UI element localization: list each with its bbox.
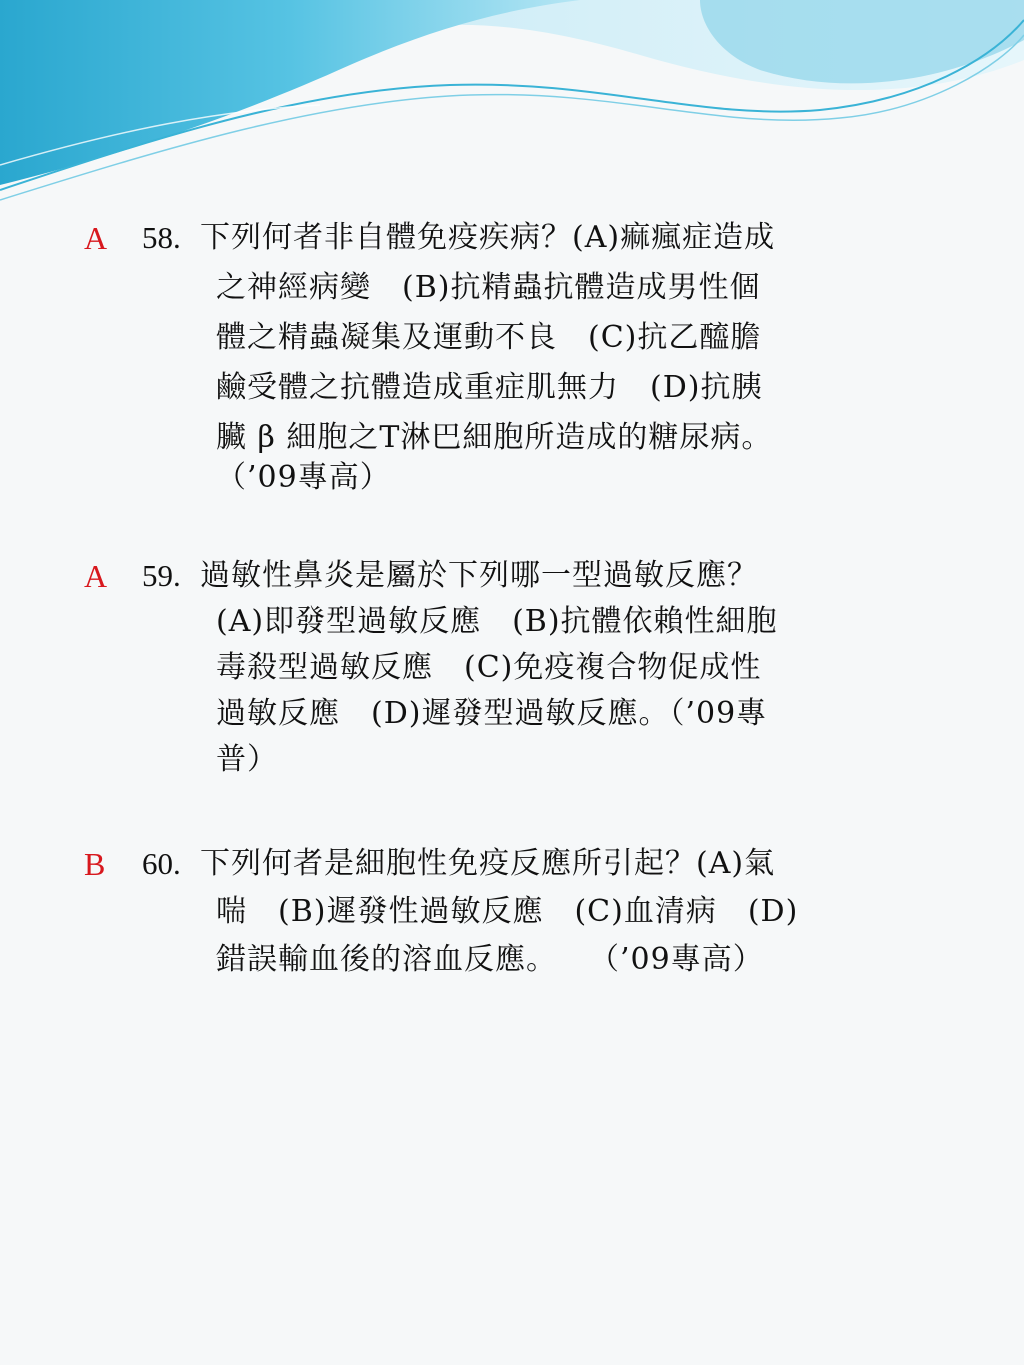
answer-key: A bbox=[84, 558, 108, 594]
question-number: 58. bbox=[142, 220, 181, 255]
question-number: 60. bbox=[142, 846, 181, 881]
question-line: 喘 (B)遲發性過敏反應 (C)血清病 (D) bbox=[216, 894, 799, 929]
question-line: 毒殺型過敏反應 (C)免疫複合物促成性 bbox=[216, 650, 762, 685]
question-line: 下列何者非自體免疫疾病？(A)痲瘋症造成 bbox=[200, 220, 776, 255]
question-line: 過敏性鼻炎是屬於下列哪一型過敏反應？ bbox=[200, 558, 758, 593]
question-line: 錯誤輸血後的溶血反應。 （’09專高） bbox=[216, 942, 764, 977]
question-line: （’09專高） bbox=[216, 460, 391, 495]
question-line: 過敏反應 (D)遲發型過敏反應。（’09專 bbox=[216, 696, 768, 731]
answer-key: B bbox=[84, 846, 106, 882]
question-number: 59. bbox=[142, 558, 181, 593]
header-wave-decoration bbox=[0, 0, 1024, 220]
question-line: 鹼受體之抗體造成重症肌無力 (D)抗胰 bbox=[216, 370, 763, 405]
answer-key: A bbox=[84, 220, 108, 256]
question-line: (A)即發型過敏反應 (B)抗體依賴性細胞 bbox=[216, 604, 778, 639]
question-line: 下列何者是細胞性免疫反應所引起？(A)氣 bbox=[200, 846, 776, 881]
question-line: 體之精蟲凝集及運動不良 (C)抗乙醯膽 bbox=[216, 320, 762, 355]
question-line: 普） bbox=[216, 742, 278, 777]
question-line: 臟 β 細胞之T淋巴細胞所造成的糖尿病。 bbox=[216, 420, 773, 455]
question-line: 之神經病變 (B)抗精蟲抗體造成男性個 bbox=[216, 270, 761, 305]
